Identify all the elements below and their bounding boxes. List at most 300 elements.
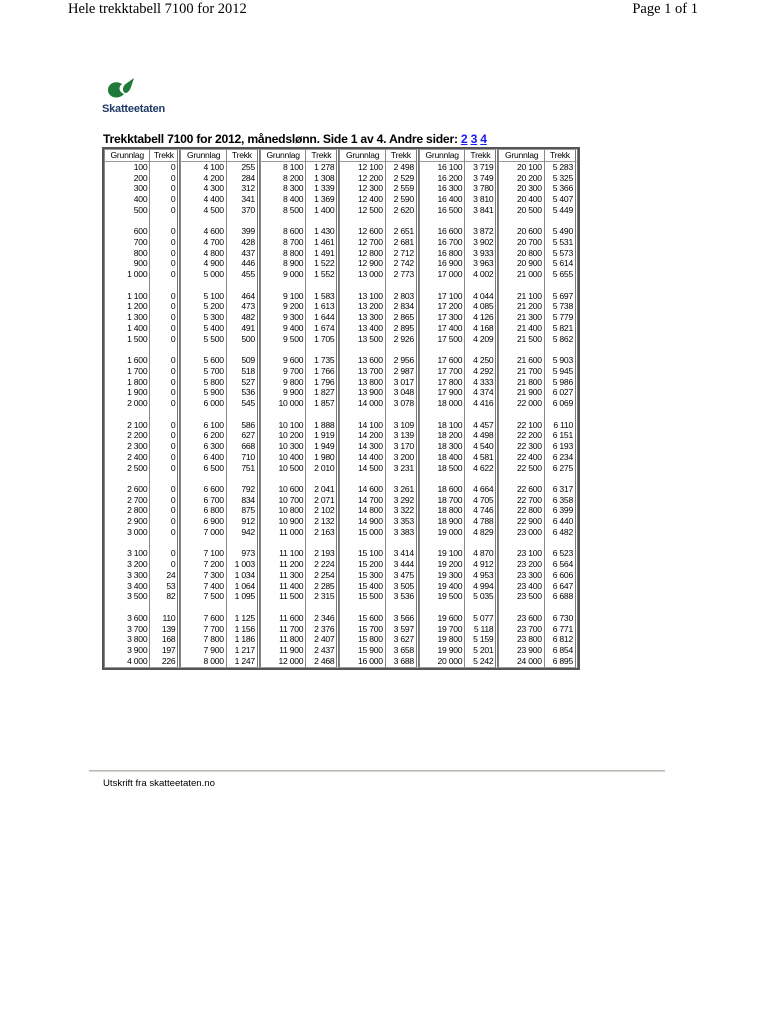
grunnlag-cell: 23 000: [498, 527, 544, 538]
grunnlag-cell: 4 500: [180, 205, 226, 216]
grunnlag-cell: 23 700: [498, 624, 544, 635]
grunnlag-cell: 5 800: [180, 377, 226, 388]
spacer-cell: [180, 280, 226, 291]
grunnlag-cell: 14 800: [339, 505, 385, 516]
trekk-cell: 527: [227, 377, 260, 388]
trekk-cell: 5 779: [545, 312, 578, 323]
spacer-cell: [227, 344, 260, 355]
spacer-cell: [104, 344, 150, 355]
trekk-cell: 751: [227, 463, 260, 474]
spacer-cell: [465, 473, 498, 484]
trekk-cell: 139: [150, 624, 180, 635]
spacer-cell: [180, 344, 226, 355]
trekk-cell: 509: [227, 355, 260, 366]
trekk-cell: 491: [227, 323, 260, 334]
trekk-cell: 3 444: [386, 559, 419, 570]
grunnlag-cell: 22 900: [498, 516, 544, 527]
spacer-cell: [260, 602, 306, 613]
spacer-cell: [150, 602, 180, 613]
trekk-cell: 792: [227, 484, 260, 495]
trekk-cell: 0: [150, 527, 180, 538]
grunnlag-cell: 1 500: [104, 334, 150, 345]
grunnlag-cell: 11 400: [260, 581, 306, 592]
trekk-cell: 4 416: [465, 398, 498, 409]
spacer-cell: [386, 602, 419, 613]
trekk-cell: 1 400: [306, 205, 339, 216]
trekk-cell: 0: [150, 226, 180, 237]
trekk-cell: 1 491: [306, 248, 339, 259]
header-trekk: Trekk: [227, 149, 260, 162]
spacer-cell: [227, 538, 260, 549]
grunnlag-cell: 4 200: [180, 173, 226, 184]
grunnlag-cell: 18 400: [419, 452, 465, 463]
grunnlag-cell: 19 800: [419, 634, 465, 645]
trekk-cell: 6 771: [545, 624, 578, 635]
trekk-cell: 3 841: [465, 205, 498, 216]
trekk-cell: 6 234: [545, 452, 578, 463]
spacer-cell: [260, 409, 306, 420]
trekk-cell: 2 498: [386, 162, 419, 173]
trekk-cell: 3 749: [465, 173, 498, 184]
spacer-cell: [180, 409, 226, 420]
spacer-cell: [386, 473, 419, 484]
grunnlag-cell: 7 800: [180, 634, 226, 645]
grunnlag-cell: 11 900: [260, 645, 306, 656]
grunnlag-cell: 14 600: [339, 484, 385, 495]
trekk-cell: 3 078: [386, 398, 419, 409]
spacer-cell: [104, 538, 150, 549]
trekk-cell: 1 552: [306, 269, 339, 280]
spacer-cell: [104, 280, 150, 291]
header-grunnlag: Grunnlag: [498, 149, 544, 162]
trekk-cell: 545: [227, 398, 260, 409]
spacer-cell: [419, 344, 465, 355]
trekk-cell: 0: [150, 323, 180, 334]
spacer-cell: [465, 344, 498, 355]
table-row: [104, 484, 578, 495]
grunnlag-cell: 22 300: [498, 441, 544, 452]
trekk-cell: 5 573: [545, 248, 578, 259]
grunnlag-cell: 11 200: [260, 559, 306, 570]
grunnlag-cell: 16 600: [419, 226, 465, 237]
grunnlag-cell: 2 300: [104, 441, 150, 452]
trekk-cell: 0: [150, 162, 180, 173]
table-row: [104, 634, 578, 645]
trekk-cell: 482: [227, 312, 260, 323]
table-row: [104, 581, 578, 592]
spacer-cell: [150, 344, 180, 355]
grunnlag-cell: 15 300: [339, 570, 385, 581]
trekk-cell: 2 315: [306, 591, 339, 602]
grunnlag-cell: 22 600: [498, 484, 544, 495]
spacer-cell: [386, 409, 419, 420]
spacer-cell: [227, 216, 260, 227]
grunnlag-cell: 11 300: [260, 570, 306, 581]
trekk-cell: 4 457: [465, 420, 498, 431]
grunnlag-cell: 7 400: [180, 581, 226, 592]
trekk-cell: 2 224: [306, 559, 339, 570]
trekk-cell: 0: [150, 366, 180, 377]
grunnlag-cell: 10 200: [260, 430, 306, 441]
trekk-cell: 3 353: [386, 516, 419, 527]
grunnlag-cell: 6 100: [180, 420, 226, 431]
group-spacer: [104, 409, 578, 420]
trekk-cell: 2 163: [306, 527, 339, 538]
grunnlag-cell: 8 000: [180, 656, 226, 668]
footer-divider: [89, 770, 665, 772]
header-grunnlag: Grunnlag: [260, 149, 306, 162]
trekk-cell: 3 383: [386, 527, 419, 538]
grunnlag-cell: 18 500: [419, 463, 465, 474]
grunnlag-cell: 13 100: [339, 291, 385, 302]
trekk-cell: 1 919: [306, 430, 339, 441]
spacer-cell: [260, 473, 306, 484]
grunnlag-cell: 12 600: [339, 226, 385, 237]
grunnlag-cell: 6 800: [180, 505, 226, 516]
trekk-cell: 2 742: [386, 258, 419, 269]
grunnlag-cell: 13 000: [339, 269, 385, 280]
grunnlag-cell: 21 900: [498, 387, 544, 398]
trekk-cell: 4 705: [465, 495, 498, 506]
spacer-cell: [260, 344, 306, 355]
spacer-cell: [150, 409, 180, 420]
trekk-cell: 4 044: [465, 291, 498, 302]
trekk-cell: 4 829: [465, 527, 498, 538]
trekk-cell: 518: [227, 366, 260, 377]
trekk-cell: 0: [150, 516, 180, 527]
trekk-cell: 1 949: [306, 441, 339, 452]
trekk-cell: 627: [227, 430, 260, 441]
table-row: [104, 312, 578, 323]
table-row: [104, 301, 578, 312]
grunnlag-cell: 3 000: [104, 527, 150, 538]
grunnlag-cell: 15 800: [339, 634, 385, 645]
grunnlag-cell: 16 500: [419, 205, 465, 216]
spacer-cell: [545, 538, 578, 549]
trekk-cell: 1 827: [306, 387, 339, 398]
grunnlag-cell: 19 400: [419, 581, 465, 592]
link-page-3[interactable]: 3: [470, 132, 478, 146]
trekk-cell: 3 780: [465, 183, 498, 194]
spacer-cell: [386, 216, 419, 227]
trekk-cell: 3 231: [386, 463, 419, 474]
grunnlag-cell: 2 000: [104, 398, 150, 409]
grunnlag-cell: 14 100: [339, 420, 385, 431]
trekk-cell: 4 333: [465, 377, 498, 388]
grunnlag-cell: 9 200: [260, 301, 306, 312]
spacer-cell: [386, 280, 419, 291]
trekk-cell: 6 482: [545, 527, 578, 538]
trekk-cell: 1 735: [306, 355, 339, 366]
trekk-cell: 2 681: [386, 237, 419, 248]
spacer-cell: [465, 538, 498, 549]
grunnlag-cell: 1 400: [104, 323, 150, 334]
trekk-cell: 3 414: [386, 548, 419, 559]
grunnlag-cell: 19 900: [419, 645, 465, 656]
trekk-cell: 710: [227, 452, 260, 463]
grunnlag-cell: 7 900: [180, 645, 226, 656]
trekk-cell: 1 064: [227, 581, 260, 592]
grunnlag-cell: 15 900: [339, 645, 385, 656]
trekk-cell: 24: [150, 570, 180, 581]
trekk-cell: 3 933: [465, 248, 498, 259]
grunnlag-cell: 8 800: [260, 248, 306, 259]
grunnlag-cell: 13 200: [339, 301, 385, 312]
trekk-cell: 3 627: [386, 634, 419, 645]
grunnlag-cell: 8 100: [260, 162, 306, 173]
grunnlag-cell: 16 800: [419, 248, 465, 259]
trekk-cell: 5 986: [545, 377, 578, 388]
trekk-cell: 5 201: [465, 645, 498, 656]
trekk-cell: 1 247: [227, 656, 260, 668]
grunnlag-cell: 10 300: [260, 441, 306, 452]
spacer-cell: [545, 409, 578, 420]
grunnlag-cell: 700: [104, 237, 150, 248]
grunnlag-cell: 17 800: [419, 377, 465, 388]
header-trekk: Trekk: [465, 149, 498, 162]
grunnlag-cell: 23 800: [498, 634, 544, 645]
grunnlag-cell: 5 000: [180, 269, 226, 280]
trekk-cell: 4 209: [465, 334, 498, 345]
page-heading: [103, 131, 487, 147]
table-row: [104, 194, 578, 205]
trekk-cell: 6 606: [545, 570, 578, 581]
table-row: [104, 366, 578, 377]
logo-text: Skatteetaten: [102, 103, 166, 115]
spacer-cell: [498, 280, 544, 291]
trekk-cell: 6 399: [545, 505, 578, 516]
trekk-cell: 4 498: [465, 430, 498, 441]
skatteetaten-logo[interactable]: [102, 76, 192, 118]
trekk-cell: 5 242: [465, 656, 498, 668]
trekk-cell: 446: [227, 258, 260, 269]
trekk-cell: 3 170: [386, 441, 419, 452]
trekk-cell: 4 788: [465, 516, 498, 527]
grunnlag-cell: 6 000: [180, 398, 226, 409]
trekk-cell: 2 529: [386, 173, 419, 184]
grunnlag-cell: 10 800: [260, 505, 306, 516]
spacer-cell: [465, 280, 498, 291]
grunnlag-cell: 1 300: [104, 312, 150, 323]
logo-leaf-icon: [104, 76, 138, 102]
grunnlag-cell: 17 400: [419, 323, 465, 334]
table-row: [104, 420, 578, 431]
grunnlag-cell: 19 100: [419, 548, 465, 559]
trekk-cell: 2 132: [306, 516, 339, 527]
grunnlag-cell: 900: [104, 258, 150, 269]
grunnlag-cell: 13 600: [339, 355, 385, 366]
grunnlag-cell: 21 600: [498, 355, 544, 366]
grunnlag-cell: 9 700: [260, 366, 306, 377]
trekk-cell: 3 597: [386, 624, 419, 635]
trekk-cell: 3 810: [465, 194, 498, 205]
trekk-cell: 1 034: [227, 570, 260, 581]
grunnlag-cell: 14 900: [339, 516, 385, 527]
grunnlag-cell: 23 600: [498, 613, 544, 624]
table-row: [104, 248, 578, 259]
grunnlag-cell: 5 300: [180, 312, 226, 323]
grunnlag-cell: 14 000: [339, 398, 385, 409]
spacer-cell: [150, 538, 180, 549]
trekk-cell: 3 475: [386, 570, 419, 581]
grunnlag-cell: 5 400: [180, 323, 226, 334]
grunnlag-cell: 22 400: [498, 452, 544, 463]
grunnlag-cell: 9 400: [260, 323, 306, 334]
trekk-cell: 399: [227, 226, 260, 237]
spacer-cell: [339, 602, 385, 613]
spacer-cell: [260, 280, 306, 291]
grunnlag-cell: 3 200: [104, 559, 150, 570]
table-row: [104, 173, 578, 184]
spacer-cell: [498, 409, 544, 420]
grunnlag-cell: 23 100: [498, 548, 544, 559]
trekk-cell: 226: [150, 656, 180, 668]
grunnlag-cell: 19 000: [419, 527, 465, 538]
grunnlag-cell: 10 100: [260, 420, 306, 431]
link-page-2[interactable]: 2: [460, 132, 468, 146]
grunnlag-cell: 18 800: [419, 505, 465, 516]
spacer-cell: [386, 344, 419, 355]
trekk-cell: 4 912: [465, 559, 498, 570]
trekk-cell: 2 559: [386, 183, 419, 194]
spacer-cell: [260, 538, 306, 549]
grunnlag-cell: 10 900: [260, 516, 306, 527]
trekk-cell: 0: [150, 377, 180, 388]
trekk-cell: 6 027: [545, 387, 578, 398]
grunnlag-cell: 2 400: [104, 452, 150, 463]
grunnlag-cell: 200: [104, 173, 150, 184]
trekk-cell: 4 126: [465, 312, 498, 323]
table-row: [104, 624, 578, 635]
trekk-cell: 4 870: [465, 548, 498, 559]
grunnlag-cell: 24 000: [498, 656, 544, 668]
trekk-cell: 500: [227, 334, 260, 345]
grunnlag-cell: 8 200: [260, 173, 306, 184]
grunnlag-cell: 16 100: [419, 162, 465, 173]
spacer-cell: [306, 344, 339, 355]
grunnlag-cell: 4 400: [180, 194, 226, 205]
grunnlag-cell: 10 400: [260, 452, 306, 463]
spacer-cell: [545, 280, 578, 291]
trekk-cell: 1 857: [306, 398, 339, 409]
grunnlag-cell: 4 000: [104, 656, 150, 668]
trekk-cell: 1 003: [227, 559, 260, 570]
trekk-cell: 0: [150, 430, 180, 441]
trekk-cell: 110: [150, 613, 180, 624]
trekk-cell: 4 746: [465, 505, 498, 516]
grunnlag-cell: 20 300: [498, 183, 544, 194]
trekk-cell: 3 261: [386, 484, 419, 495]
grunnlag-cell: 9 600: [260, 355, 306, 366]
table-row: [104, 516, 578, 527]
grunnlag-cell: 3 900: [104, 645, 150, 656]
grunnlag-cell: 15 200: [339, 559, 385, 570]
trekk-cell: 4 994: [465, 581, 498, 592]
grunnlag-cell: 5 700: [180, 366, 226, 377]
trekk-cell: 6 688: [545, 591, 578, 602]
grunnlag-cell: 4 100: [180, 162, 226, 173]
spacer-cell: [306, 409, 339, 420]
trekk-cell: 1 278: [306, 162, 339, 173]
trekk-cell: 4 002: [465, 269, 498, 280]
spacer-cell: [339, 216, 385, 227]
spacer-cell: [419, 473, 465, 484]
trekk-cell: 4 085: [465, 301, 498, 312]
trekk-cell: 0: [150, 420, 180, 431]
trekk-cell: 4 540: [465, 441, 498, 452]
trekk-cell: 0: [150, 312, 180, 323]
grunnlag-cell: 9 500: [260, 334, 306, 345]
grunnlag-cell: 12 800: [339, 248, 385, 259]
grunnlag-cell: 9 800: [260, 377, 306, 388]
grunnlag-cell: 1 600: [104, 355, 150, 366]
table-row: [104, 162, 578, 173]
grunnlag-cell: 11 800: [260, 634, 306, 645]
trekk-cell: 255: [227, 162, 260, 173]
spacer-cell: [227, 409, 260, 420]
header-trekk: Trekk: [150, 149, 180, 162]
spacer-cell: [545, 473, 578, 484]
grunnlag-cell: 3 500: [104, 591, 150, 602]
trekk-cell: 437: [227, 248, 260, 259]
grunnlag-cell: 5 100: [180, 291, 226, 302]
table-row: [104, 591, 578, 602]
table-row: [104, 645, 578, 656]
grunnlag-cell: 3 400: [104, 581, 150, 592]
trekk-cell: 912: [227, 516, 260, 527]
grunnlag-cell: 13 300: [339, 312, 385, 323]
trekk-cell: 3 658: [386, 645, 419, 656]
trekk-cell: 6 151: [545, 430, 578, 441]
trekk-cell: 5 077: [465, 613, 498, 624]
grunnlag-cell: 20 700: [498, 237, 544, 248]
grunnlag-cell: 15 000: [339, 527, 385, 538]
trekk-cell: 5 738: [545, 301, 578, 312]
link-page-4[interactable]: 4: [480, 132, 487, 146]
trekk-cell: 3 536: [386, 591, 419, 602]
table-row: [104, 323, 578, 334]
grunnlag-cell: 1 100: [104, 291, 150, 302]
grunnlag-cell: 17 500: [419, 334, 465, 345]
spacer-cell: [306, 473, 339, 484]
grunnlag-cell: 20 200: [498, 173, 544, 184]
grunnlag-cell: 1 700: [104, 366, 150, 377]
grunnlag-cell: 22 700: [498, 495, 544, 506]
trekk-cell: 5 945: [545, 366, 578, 377]
trekk-cell: 1 186: [227, 634, 260, 645]
grunnlag-cell: 400: [104, 194, 150, 205]
grunnlag-cell: 4 900: [180, 258, 226, 269]
trekk-cell: 1 766: [306, 366, 339, 377]
trekk-cell: 312: [227, 183, 260, 194]
spacer-cell: [498, 538, 544, 549]
table-row: [104, 398, 578, 409]
spacer-cell: [339, 280, 385, 291]
header-trekk: Trekk: [386, 149, 419, 162]
grunnlag-cell: 9 900: [260, 387, 306, 398]
trekk-cell: 0: [150, 269, 180, 280]
trekk-cell: 0: [150, 173, 180, 184]
trekk-cell: 0: [150, 355, 180, 366]
trekk-cell: 1 125: [227, 613, 260, 624]
grunnlag-cell: 17 300: [419, 312, 465, 323]
grunnlag-cell: 21 800: [498, 377, 544, 388]
trekk-cell: 1 644: [306, 312, 339, 323]
trekk-cell: 3 719: [465, 162, 498, 173]
trekk-cell: 4 581: [465, 452, 498, 463]
trekk-cell: 5 490: [545, 226, 578, 237]
grunnlag-cell: 14 500: [339, 463, 385, 474]
